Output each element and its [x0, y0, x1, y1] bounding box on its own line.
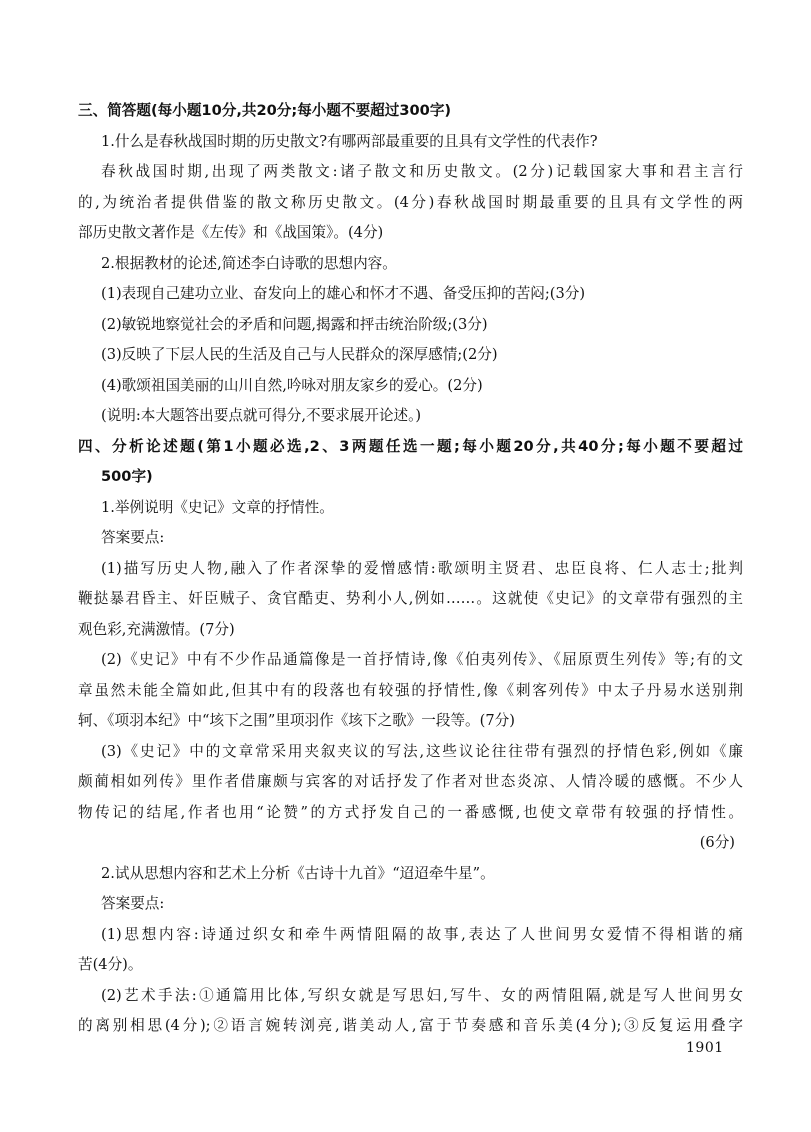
- text-line: 答案要点:: [101, 529, 165, 546]
- text-line: 2.试从思想内容和艺术上分析《古诗十九首》“迢迢牵牛星”。: [101, 864, 495, 882]
- text-line: 1.举例说明《史记》文章的抒情性。: [101, 498, 334, 516]
- text-line: 500字): [101, 468, 153, 485]
- text-line: (1)描写历史人物,融入了作者深挚的爱憎感情:歌颂明主贤君、忠臣良将、仁人志士;批判: [101, 559, 743, 577]
- text-line: 四、分析论述题(第1小题必选,2、3两题任选一题;每小题20分,共40分;每小题不要超过: [78, 437, 743, 455]
- text-line: 三、简答题(每小题10分,共20分;每小题不要超过300字): [78, 102, 452, 119]
- text-line: 部历史散文著作是《左传》和《战国策》。(4分): [78, 224, 384, 241]
- text-line: 春秋战国时期,出现了两类散文:诸子散文和历史散文。(2分)记载国家大事和君主言行: [101, 163, 743, 180]
- text-line: 鞭挞暴君昏主、奸臣贼子、贪官酷吏、势利小人,例如……。这就使《史记》的文章带有强烈的主: [78, 590, 743, 607]
- text-line: 章虽然未能全篇如此,但其中有的段落也有较强的抒情性,像《刺客列传》中太子丹易水送别荆: [78, 681, 743, 699]
- text-line: (1)思想内容:诗通过织女和牵牛两情阻隔的故事,表达了人世间男女爱情不得相谐的痛: [101, 925, 743, 943]
- document-body: [78, 96, 743, 1042]
- text-line: 2.根据教材的论述,简述李白诗歌的思想内容。: [101, 254, 397, 272]
- text-line: (1)表现自己建功立业、奋发向上的雄心和怀才不遇、备受压抑的苦闷;(3分): [101, 285, 586, 302]
- text-line: 物传记的结尾,作者也用“论赞”的方式抒发自己的一番感慨,也使文章带有较强的抒情性。: [78, 803, 743, 821]
- text-line: 苦(4分)。: [78, 956, 143, 973]
- text-line: (2)《史记》中有不少作品通篇像是一首抒情诗,像《伯夷列传》、《屈原贾生列传》等;有的文: [101, 651, 743, 668]
- text-line: (4)歌颂祖国美丽的山川自然,吟咏对朋友家乡的爱心。(2分): [101, 376, 483, 394]
- text-line: (说明:本大题答出要点就可得分,不要求展开论述。): [101, 407, 422, 424]
- text-line: (2)敏锐地察觉社会的矛盾和问题,揭露和抨击统治阶级;(3分): [101, 315, 488, 333]
- text-line: 1.什么是春秋战国时期的历史散文?有哪两部最重要的且具有文学性的代表作?: [101, 132, 598, 150]
- text-line: (3)反映了下层人民的生活及自己与人民群众的深厚感情;(2分): [101, 346, 498, 363]
- text-line: 答案要点:: [101, 895, 165, 912]
- text-line: 观色彩,充满激情。(7分): [78, 620, 235, 638]
- text-line: 轲、《项羽本纪》中“垓下之围”里项羽作《垓下之歌》一段等。(7分): [78, 712, 515, 729]
- text-line: 的离别相思(4分);②语言婉转浏亮,谐美动人,富于节奏感和音乐美(4分);③反复运用叠字: [78, 1017, 743, 1034]
- page-number: 1901: [686, 1040, 724, 1056]
- text-line: (2)艺术手法:①通篇用比体,写织女就是写思妇,写牛、女的两情阻隔,就是写人世间男女: [101, 986, 743, 1004]
- text-line: 颇蔺相如列传》里作者借廉颇与宾客的对话抒发了作者对世态炎凉、人情冷暖的感慨。不少人: [78, 773, 743, 790]
- text-line: (3)《史记》中的文章常采用夹叙夹议的写法,这些议论往往带有强烈的抒情色彩,例如《廉: [101, 742, 743, 760]
- text-line: (6分): [699, 834, 735, 851]
- text-line: 的,为统治者提供借鉴的散文称历史散文。(4分)春秋战国时期最重要的且具有文学性的两: [78, 193, 743, 211]
